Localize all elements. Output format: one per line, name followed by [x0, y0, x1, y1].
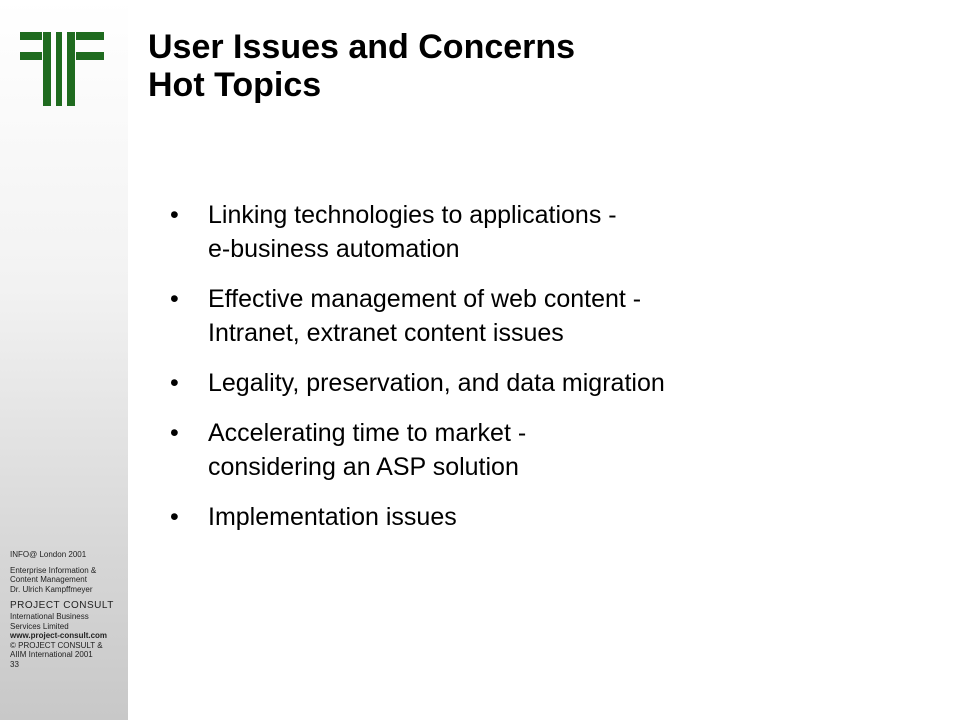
- bullet-icon: •: [170, 503, 179, 531]
- footer-company-line2: International Business: [10, 612, 89, 621]
- list-item: [170, 500, 930, 534]
- bullet-icon: •: [170, 201, 179, 229]
- bullet-text-line1: Accelerating time to market -: [208, 419, 527, 447]
- list-item: [170, 198, 930, 266]
- bullet-text-line2: considering an ASP solution: [208, 453, 519, 481]
- footer-event: INFO@ London 2001: [10, 550, 87, 559]
- bullet-text-line1: Implementation issues: [208, 503, 457, 531]
- bullet-text-line2: Intranet, extranet content issues: [208, 319, 564, 347]
- bullet-text-line1: Effective management of web content -: [208, 285, 642, 313]
- list-item: [170, 416, 930, 484]
- bullet-text-line2: e-business automation: [208, 235, 460, 263]
- bullet-icon: •: [170, 285, 179, 313]
- footer-copyright-line1: © PROJECT CONSULT &: [10, 640, 103, 650]
- list-item: [170, 366, 930, 400]
- slide-title-line1: User Issues and Concerns: [148, 28, 576, 66]
- footer-topic-line1: Enterprise Information &: [10, 565, 97, 575]
- bullet-icon: •: [170, 419, 179, 447]
- slide-footer: [10, 550, 128, 669]
- slide-title: [148, 28, 575, 104]
- bullet-icon: •: [170, 369, 179, 397]
- bullet-text-line1: Linking technologies to applications -: [208, 201, 617, 229]
- bullet-list: [170, 198, 930, 550]
- sidebar: [0, 0, 128, 720]
- footer-url[interactable]: www.project-consult.com: [10, 631, 108, 640]
- footer-author: Dr. Ulrich Kampffmeyer: [10, 584, 93, 594]
- footer-company-line3: Services Limited: [10, 621, 69, 631]
- footer-copyright-line2: AIIM International 2001: [10, 650, 93, 659]
- footer-page-number: 33: [10, 659, 19, 669]
- footer-company: PROJECT CONSULT: [10, 600, 114, 611]
- project-consult-logo: [20, 30, 104, 106]
- footer-topic-line2: Content Management: [10, 575, 87, 584]
- slide-title-line2: Hot Topics: [148, 66, 322, 104]
- list-item: [170, 282, 930, 350]
- bullet-text-line1: Legality, preservation, and data migration: [208, 369, 665, 397]
